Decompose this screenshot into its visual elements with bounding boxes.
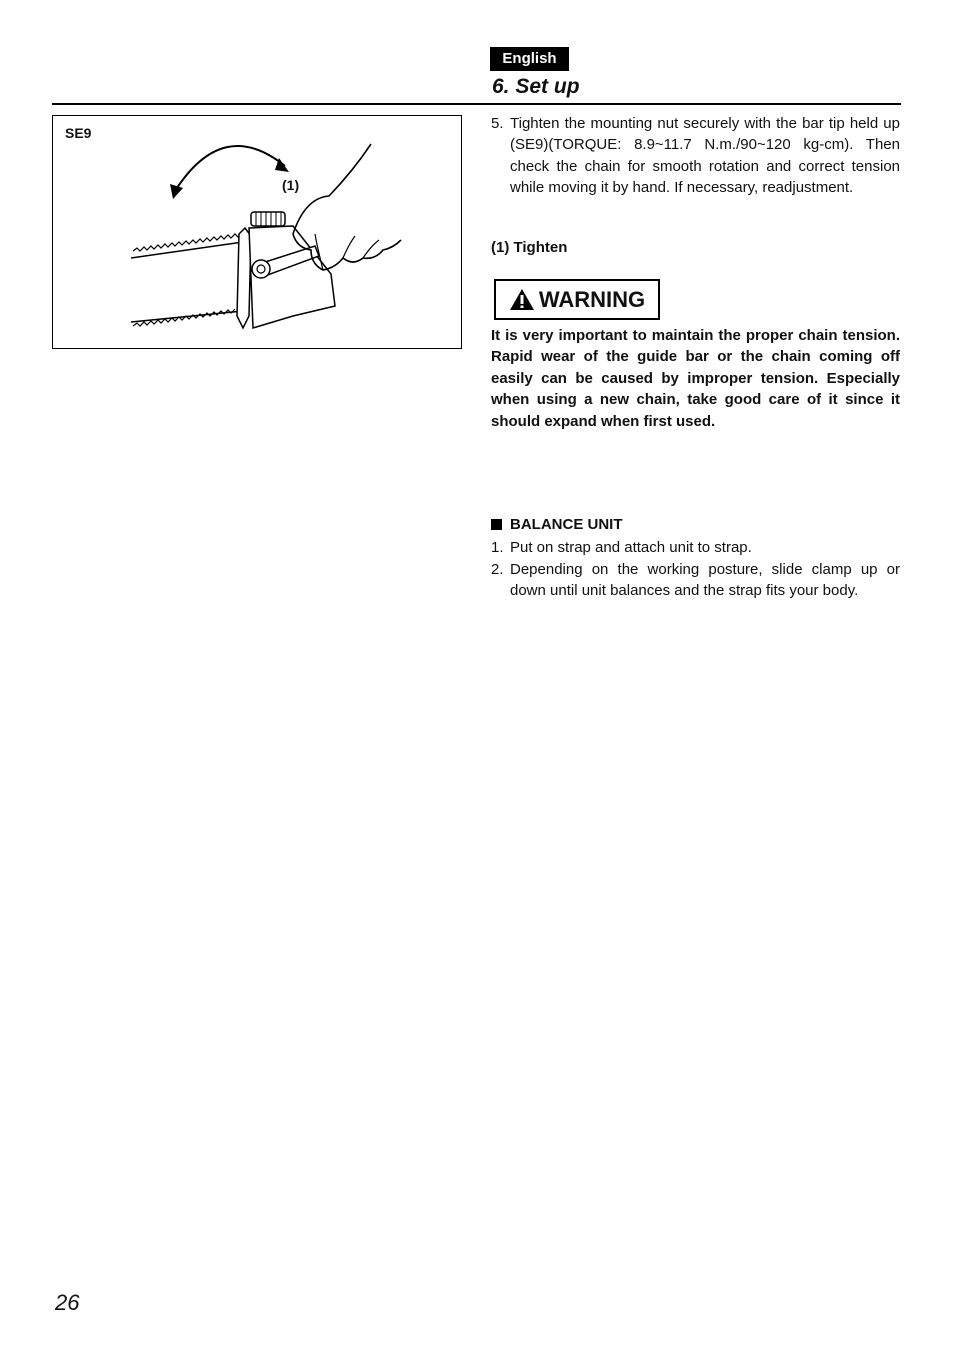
warning-label: WARNING	[538, 286, 646, 312]
step-5	[491, 113, 900, 198]
balance-unit-list	[491, 537, 900, 602]
warning-triangle-icon	[509, 288, 535, 311]
page-number: 26	[55, 1290, 80, 1315]
figure-se9	[52, 115, 462, 349]
list-item-number: 2.	[491, 560, 504, 578]
list-item	[491, 537, 900, 559]
figure-callout: (1)	[282, 177, 300, 193]
section-title: 6. Set up	[492, 75, 580, 98]
balance-unit-title: BALANCE UNIT	[510, 516, 623, 533]
list-item-number: 1.	[491, 539, 504, 556]
chain-tightening-illustration	[53, 116, 463, 350]
warning-label-box	[494, 279, 660, 320]
balance-unit-heading	[491, 516, 623, 533]
warning-text: It is very important to maintain the proper chain tension. Rapid wear of the guide bar or the chain coming off easily can be caused by improper tension. Especially when using a new chain, take good care of it since it should expand when first used.	[491, 327, 900, 430]
step-text: Tighten the mounting nut securely with the bar tip held up (SE9)(TORQUE: 8.9~11.7 N.m./90~120 kg-cm). Then check the chain for smooth rotation and correct tension while moving it by hand. If necessary, readjustment.	[510, 115, 900, 196]
square-bullet-icon	[491, 519, 502, 530]
list-item-text: Put on strap and attach unit to strap.	[510, 539, 752, 556]
list-item	[491, 559, 900, 602]
header-rule	[52, 103, 901, 105]
figure-legend: (1) Tighten	[491, 239, 568, 256]
language-badge: English	[490, 47, 569, 71]
figure-label: SE9	[65, 125, 92, 141]
list-item-text: Depending on the working posture, slide clamp up or down until unit balances and the strap fits your body.	[510, 560, 900, 599]
step-number: 5.	[491, 115, 504, 132]
